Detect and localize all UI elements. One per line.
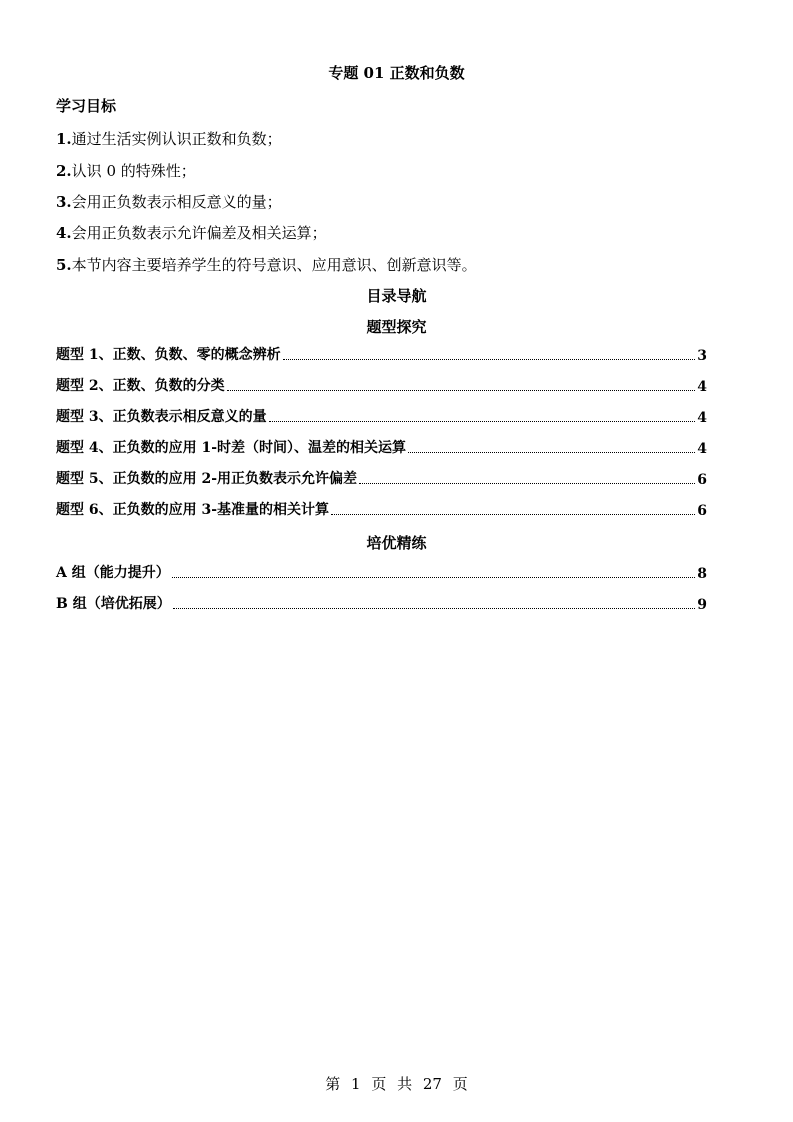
toc-heading: 目录导航 <box>366 287 427 305</box>
dot-leader <box>227 389 696 391</box>
dot-leader <box>408 451 695 453</box>
toc-entry[interactable]: 题型 5、正负数的应用 2-用正负数表示允许偏差 6 <box>56 471 707 488</box>
dot-leader <box>172 576 696 578</box>
dot-leader <box>359 482 695 484</box>
goal-item: 4.会用正负数表示允许偏差及相关运算； <box>56 224 327 242</box>
page-footer: 第 1 页 共 27 页 <box>325 1075 468 1093</box>
dot-leader <box>173 607 696 609</box>
toc-section-types: 题型探究 <box>366 318 427 336</box>
toc-entry[interactable]: 题型 4、正负数的应用 1-时差（时间）、温差的相关运算 4 <box>56 440 707 457</box>
dot-leader <box>269 420 696 422</box>
goal-item: 2.认识 0 的特殊性； <box>56 162 196 180</box>
page-title: 专题 01 正数和负数 <box>328 64 465 82</box>
goal-item: 5.本节内容主要培养学生的符号意识、应用意识、创新意识等。 <box>56 256 477 274</box>
toc-entry[interactable]: A 组（能力提升） 8 <box>56 565 707 582</box>
toc-section-practice: 培优精练 <box>366 534 427 552</box>
goal-item: 3.会用正负数表示相反意义的量； <box>56 193 282 211</box>
toc-entry[interactable]: 题型 1、正数、负数、零的概念辨析 3 <box>56 347 707 364</box>
dot-leader <box>331 513 695 515</box>
toc-entry[interactable]: 题型 6、正负数的应用 3-基准量的相关计算 6 <box>56 502 707 519</box>
goals-heading: 学习目标 <box>56 97 117 115</box>
toc-entry[interactable]: 题型 3、正负数表示相反意义的量 4 <box>56 409 707 426</box>
toc-entry[interactable]: B 组（培优拓展） 9 <box>56 596 707 613</box>
goal-item: 1.通过生活实例认识正数和负数； <box>56 130 282 148</box>
toc-entry[interactable]: 题型 2、正数、负数的分类 4 <box>56 378 707 395</box>
dot-leader <box>283 358 696 360</box>
